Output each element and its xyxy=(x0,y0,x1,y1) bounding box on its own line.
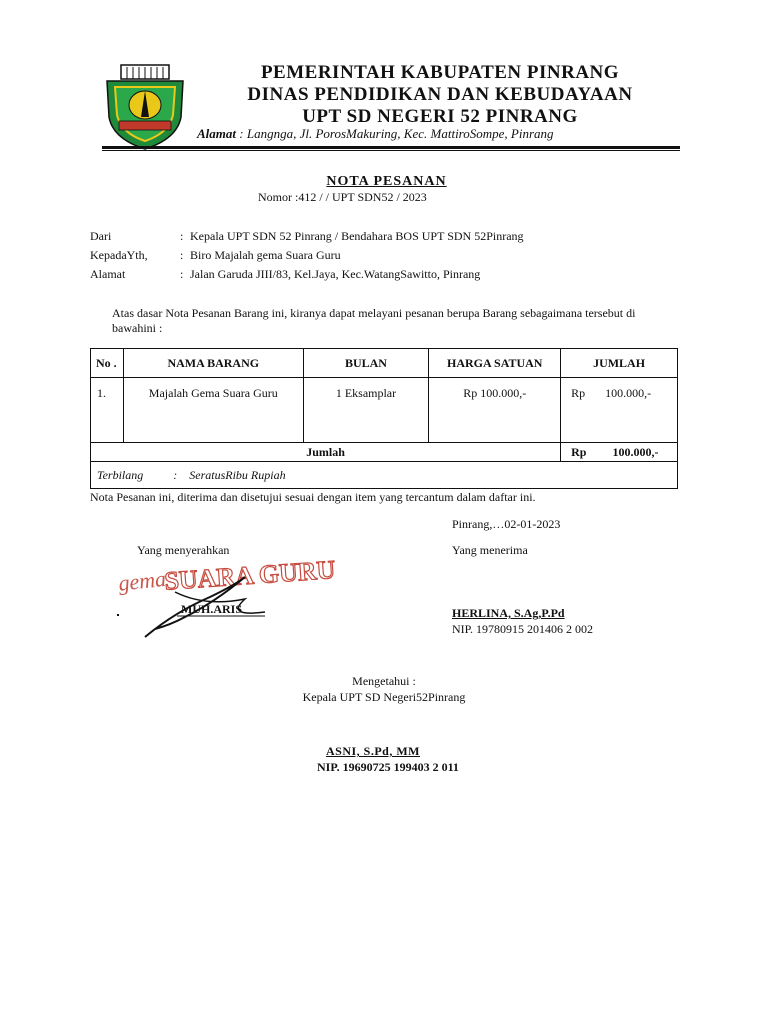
total-value: 100.000,- xyxy=(612,444,659,459)
terbilang-value: SeratusRibu Rupiah xyxy=(189,467,286,482)
table-row xyxy=(91,378,678,443)
address-label: Alamat xyxy=(197,126,237,141)
receiver-name: HERLINA, S.Ag,P.Pd xyxy=(452,606,565,620)
approval-label: Mengetahui : xyxy=(352,674,416,688)
field-colon: : xyxy=(180,267,184,281)
header-nama-barang: NAMA BARANG xyxy=(123,349,303,378)
receiver-nip: NIP. 19780915 201406 2 002 xyxy=(452,622,594,636)
header-harga-satuan: HARGA SATUAN xyxy=(429,349,561,378)
cell-harga-satuan: Rp 100.000,- xyxy=(429,378,561,443)
letterhead-line-2: DINAS PENDIDIKAN DAN KEBUDAYAAN xyxy=(247,84,633,105)
header-jumlah: JUMLAH xyxy=(561,349,678,378)
header-no: No . xyxy=(91,349,124,378)
letterhead-address xyxy=(197,126,554,142)
table-total-row xyxy=(91,443,678,462)
principal-name: ASNI, S.Pd, MM xyxy=(326,744,421,758)
field-label-dari: Dari xyxy=(90,229,112,243)
cell-jumlah xyxy=(561,378,678,443)
field-label-kepada: KepadaYth, xyxy=(90,248,148,262)
field-label-alamat: Alamat xyxy=(90,267,126,281)
field-value-alamat: Jalan Garuda JIII/83, Kel.Jaya, Kec.WatangSawitto, Pinrang xyxy=(190,267,481,281)
cell-jumlah-value: 100.000,- xyxy=(605,386,652,400)
field-colon: : xyxy=(180,229,184,243)
receiver-label: Yang menerima xyxy=(452,543,528,557)
table-header-row xyxy=(91,349,678,378)
svg-text:gema: gema xyxy=(117,565,168,596)
principal-nip: NIP. 19690725 199403 2 011 xyxy=(317,760,459,774)
letterhead-divider-thick xyxy=(102,146,680,149)
total-currency: Rp xyxy=(571,444,587,459)
sender-name: MUH.ARIS xyxy=(181,602,243,616)
place-date: Pinrang,…02-01-2023 xyxy=(452,517,561,531)
field-value-dari: Kepala UPT SDN 52 Pinrang / Bendahara BOS UPT SDN 52Pinrang xyxy=(190,229,524,243)
approval-note: Nota Pesanan ini, diterima dan disetujui sesuai dengan item yang tercantum dalam daftar ini. xyxy=(90,490,536,504)
sender-label: Yang menyerahkan xyxy=(137,543,230,557)
field-colon: : xyxy=(180,248,184,262)
cell-jumlah-currency: Rp xyxy=(571,386,586,400)
pinrang-regency-logo xyxy=(103,63,187,151)
table-terbilang-row xyxy=(91,462,678,489)
terbilang-colon: : xyxy=(173,467,178,482)
terbilang-label: Terbilang xyxy=(97,467,144,482)
cell-nama-barang: Majalah Gema Suara Guru xyxy=(123,378,303,443)
total-label: Jumlah xyxy=(91,443,561,462)
terbilang-cell xyxy=(91,462,678,489)
svg-text:SUARA GURU: SUARA GURU xyxy=(163,554,337,596)
letterhead-divider-thin xyxy=(102,150,680,151)
header-bulan: BULAN xyxy=(303,349,429,378)
letterhead-line-3: UPT SD NEGERI 52 PINRANG xyxy=(302,106,578,127)
cell-bulan: 1 Eksamplar xyxy=(303,378,429,443)
letterhead-line-1: PEMERINTAH KABUPATEN PINRANG xyxy=(260,62,620,83)
cell-no: 1. xyxy=(91,378,124,443)
sender-signature-stamp xyxy=(115,554,337,642)
document-number: Nomor :412 / / UPT SDN52 / 2023 xyxy=(258,190,427,204)
total-amount xyxy=(561,443,678,462)
order-items-table xyxy=(90,348,678,489)
field-value-kepada: Biro Majalah gema Suara Guru xyxy=(190,248,341,262)
address-text: : Langnga, Jl. PorosMakuring, Kec. MattiroSompe, Pinrang xyxy=(236,126,554,141)
intro-paragraph: Atas dasar Nota Pesanan Barang ini, kiranya dapat melayani pesanan berupa Barang sebagaimana tersebut di bawahini : xyxy=(112,306,636,335)
approval-role: Kepala UPT SD Negeri52Pinrang xyxy=(302,690,466,704)
document-title: NOTA PESANAN xyxy=(326,174,447,189)
